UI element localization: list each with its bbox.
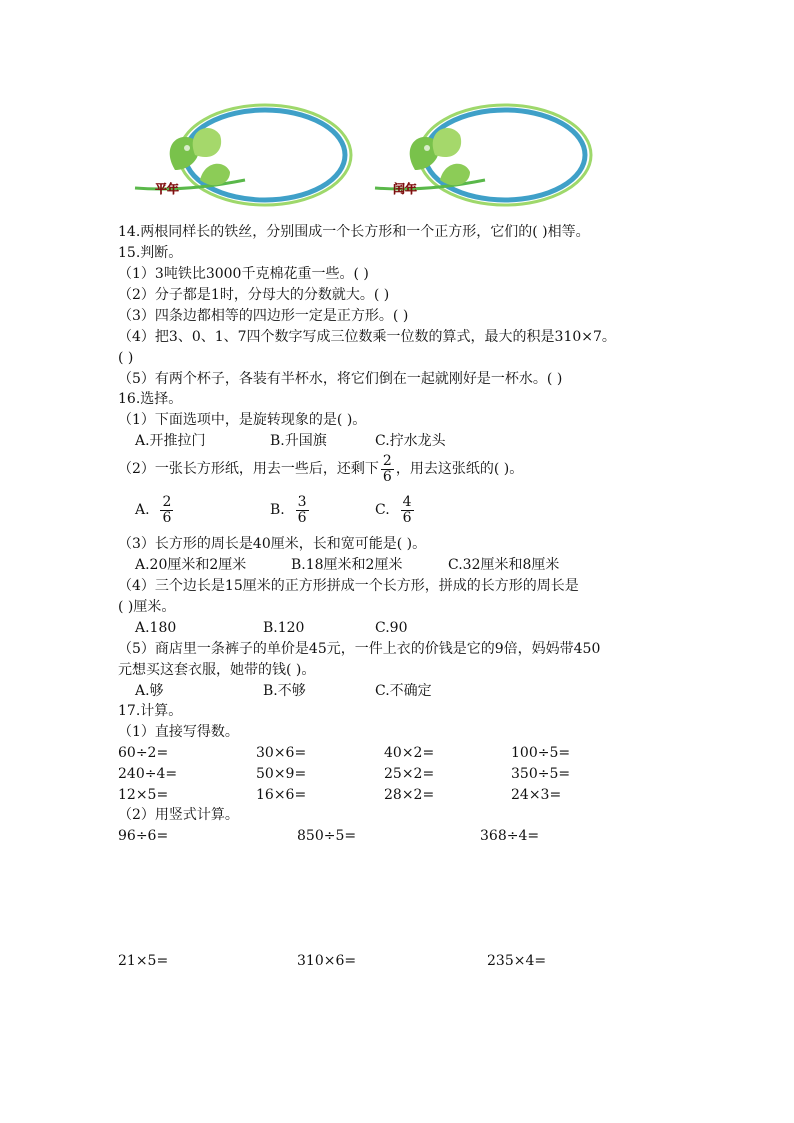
option-b <box>270 493 311 527</box>
option-a: A.20厘米和2厘米 <box>135 557 247 573</box>
option-label: A. <box>135 502 150 518</box>
option-b: B.18厘米和2厘米 <box>291 557 403 573</box>
oral-calc: 30×6= <box>256 745 307 761</box>
fraction <box>296 495 309 526</box>
oral-calc: 100÷5= <box>511 745 571 761</box>
numerator: 4 <box>402 493 412 510</box>
denominator: 6 <box>162 509 172 526</box>
vertical-calc: 850÷5= <box>297 828 357 844</box>
denominator: 6 <box>297 509 307 526</box>
question-16-4: （4）三个边长是15厘米的正方形拼成一个长方形，拼成的长方形的周长是 <box>118 578 579 594</box>
question-17-sub1: （1）直接写得数。 <box>118 724 239 740</box>
question-15-item: （2）分子都是1时，分母大的分数就大。( ) <box>118 287 390 303</box>
question-17-title: 17.计算。 <box>118 703 183 719</box>
vertical-calc: 310×6= <box>297 953 357 969</box>
question-text: ，用去这张纸的( )。 <box>395 461 524 477</box>
option-a: A.够 <box>135 683 164 699</box>
badge-label: 闰年 <box>393 182 418 196</box>
question-17-sub2: （2）用竖式计算。 <box>118 807 239 823</box>
denominator: 6 <box>382 468 392 485</box>
oral-calc: 28×2= <box>384 787 435 803</box>
numerator: 3 <box>297 493 307 510</box>
question-16-5-cont: 元想买这套衣服，她带的钱( )。 <box>118 662 316 678</box>
oral-calc: 60÷2= <box>118 745 169 761</box>
question-16-5: （5）商店里一条裤子的单价是45元，一件上衣的价钱是它的9倍，妈妈带450 <box>118 641 601 657</box>
question-16-4-cont: ( )厘米。 <box>118 599 176 615</box>
option-c: C.拧水龙头 <box>375 433 446 449</box>
question-16-1: （1）下面选项中，是旋转现象的是( )。 <box>118 412 367 428</box>
numerator: 2 <box>162 493 172 510</box>
question-text: （2）一张长方形纸，用去一些后，还剩下 <box>118 461 379 477</box>
oral-calc: 350÷5= <box>511 766 571 782</box>
question-16-3: （3）长方形的周长是40厘米，长和宽可能是( )。 <box>118 536 427 552</box>
option-c <box>375 493 416 527</box>
vertical-calc: 368÷4= <box>480 828 540 844</box>
badge-leap-year <box>365 100 605 210</box>
oral-calc: 240÷4= <box>118 766 178 782</box>
question-15-item: （3）四条边都相等的四边形一定是正方形。( ) <box>118 308 409 324</box>
option-c: C.90 <box>375 620 408 636</box>
oral-calc: 40×2= <box>384 745 435 761</box>
option-b: B.不够 <box>263 683 306 699</box>
option-a: A.180 <box>135 620 177 636</box>
oral-calc: 25×2= <box>384 766 435 782</box>
question-16-2 <box>118 452 523 486</box>
option-b: B.120 <box>263 620 305 636</box>
question-15-item: （4）把3、0、1、7四个数字写成三位数乘一位数的算式，最大的积是310×7。 <box>118 329 616 345</box>
option-b: B.升国旗 <box>270 433 327 449</box>
option-a <box>135 493 175 527</box>
option-a: A.开推拉门 <box>135 433 206 449</box>
vertical-calc: 21×5= <box>118 953 169 969</box>
option-c: C.不确定 <box>375 683 432 699</box>
question-15-item: （1）3吨铁比3000千克棉花重一些。( ) <box>118 266 369 282</box>
fraction <box>381 454 394 485</box>
denominator: 6 <box>402 509 412 526</box>
question-14: 14.两根同样长的铁丝，分别围成一个长方形和一个正方形，它们的( )相等。 <box>118 224 590 240</box>
numerator: 2 <box>382 452 392 469</box>
question-15-title: 15.判断。 <box>118 245 183 261</box>
fraction <box>160 495 173 526</box>
question-15-item: （5）有两个杯子，各装有半杯水，将它们倒在一起就刚好是一杯水。( ) <box>118 371 563 387</box>
vertical-calc: 235×4= <box>487 953 547 969</box>
badge-label: 平年 <box>155 182 180 196</box>
option-label: B. <box>270 502 285 518</box>
question-16-title: 16.选择。 <box>118 391 183 407</box>
badge-common-year <box>125 100 365 210</box>
oral-calc: 16×6= <box>256 787 307 803</box>
oral-calc: 50×9= <box>256 766 307 782</box>
option-c: C.32厘米和8厘米 <box>448 557 560 573</box>
fraction <box>401 495 414 526</box>
vertical-calc: 96÷6= <box>118 828 169 844</box>
question-15-item: ( ) <box>118 350 134 366</box>
oral-calc: 12×5= <box>118 787 169 803</box>
option-label: C. <box>375 502 390 518</box>
oral-calc: 24×3= <box>511 787 562 803</box>
